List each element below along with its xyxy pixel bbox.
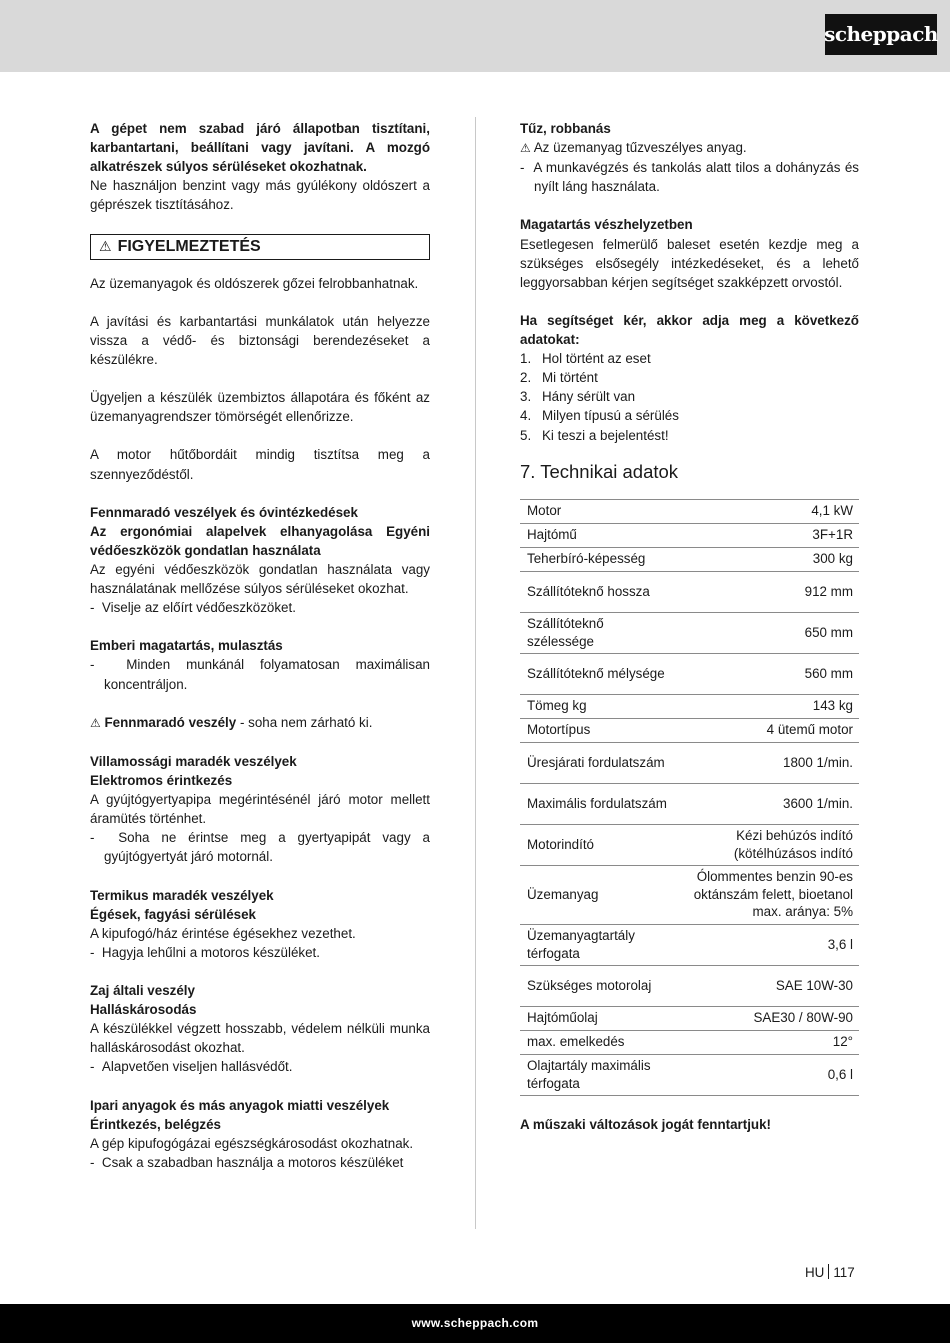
brand-logo bbox=[825, 14, 937, 55]
industrial-heading: Ipari anyagok és más anyagok miatti veszélyek bbox=[90, 1097, 390, 1113]
table-row bbox=[520, 694, 859, 718]
page-number-value: 117 bbox=[833, 1265, 855, 1280]
spec-value: SAE 10W-30 bbox=[673, 965, 859, 1006]
footer-bar bbox=[0, 1304, 950, 1343]
table-row bbox=[520, 824, 859, 865]
thermal-text: A kipufogó/ház érintése égésekhez vezethet. bbox=[90, 925, 356, 941]
fire-warning: ⚠ Az üzemanyag tűzveszélyes anyag. bbox=[520, 140, 747, 156]
noise-list-item: - Alapvetően viseljen hallásvédőt. bbox=[90, 1059, 293, 1075]
table-row bbox=[520, 547, 859, 571]
noise-subheading: Halláskárosodás bbox=[90, 1002, 197, 1018]
spec-label: Motorindító bbox=[520, 824, 673, 865]
table-row bbox=[520, 783, 859, 824]
ergonomic-list-item: - Viselje az előírt védőeszközöket. bbox=[90, 600, 296, 616]
human-heading: Emberi magatartás, mulasztás bbox=[90, 638, 283, 654]
residual-heading: Fennmaradó veszélyek és óvintézkedések bbox=[90, 504, 358, 520]
spec-value: 3600 1/min. bbox=[673, 783, 859, 824]
spec-value: SAE30 / 80W-90 bbox=[673, 1006, 859, 1030]
spec-label: Szükséges motorolaj bbox=[520, 965, 673, 1006]
column-divider bbox=[475, 117, 476, 1229]
industrial-list-item: - Csak a szabadban használja a motoros készüléket bbox=[90, 1154, 404, 1170]
warning-triangle-icon: ⚠ bbox=[520, 141, 531, 156]
help-list bbox=[520, 349, 859, 444]
emergency-text: Esetlegesen felmerülő baleset esetén kezdje meg a szükséges elsősegély intézkedéseket, és a lehető leggyorsabban kérjen segítséget szakképzett orvostól. bbox=[520, 236, 859, 290]
help-list-item: 1. Hol történt az eset bbox=[520, 351, 651, 367]
spec-label: Hajtómű bbox=[520, 523, 673, 547]
spec-value: 1800 1/min. bbox=[673, 742, 859, 783]
spec-value: Kézi behúzós indító (kötélhúzásos indító bbox=[673, 824, 859, 865]
page-separator bbox=[828, 1264, 829, 1279]
right-column bbox=[520, 119, 859, 1134]
table-row bbox=[520, 742, 859, 783]
spec-label: Szállítóteknő mélysége bbox=[520, 653, 673, 694]
spec-label: Tömeg kg bbox=[520, 694, 673, 718]
industrial-subheading: Érintkezés, belégzés bbox=[90, 1116, 221, 1132]
spec-value: 143 kg bbox=[673, 694, 859, 718]
spec-label: Motortípus bbox=[520, 718, 673, 742]
spec-value: 300 kg bbox=[673, 547, 859, 571]
spec-label: Üzemanyag bbox=[520, 865, 673, 924]
spec-label: Olajtartály maximális térfogata bbox=[520, 1054, 673, 1095]
page-number bbox=[805, 1263, 855, 1282]
table-row bbox=[520, 571, 859, 612]
spec-label: Szállítóteknő hossza bbox=[520, 571, 673, 612]
section-title: 7. Technikai adatok bbox=[520, 460, 679, 482]
emergency-heading: Magatartás vészhelyzetben bbox=[520, 217, 693, 233]
spec-value: 3,6 l bbox=[673, 924, 859, 965]
spec-value: 912 mm bbox=[673, 571, 859, 612]
cleaning-warning-bold: A gépet nem szabad járó állapotban tisztítani, karbantartani, beállítani vagy javítani. A mozgó alkatrészek súlyos sérüléseket okozhatnak. bbox=[90, 121, 430, 175]
warning-box bbox=[90, 234, 430, 260]
tech-data-table bbox=[520, 499, 859, 1096]
spec-value: 560 mm bbox=[673, 653, 859, 694]
help-list-item: 5. Ki teszi a bejelentést! bbox=[520, 427, 669, 443]
spec-label: max. emelkedés bbox=[520, 1030, 673, 1054]
table-row bbox=[520, 523, 859, 547]
spec-label: Szállítóteknő szélessége bbox=[520, 612, 673, 653]
reserve-note: A műszaki változások jogát fenntartjuk! bbox=[520, 1116, 772, 1132]
thermal-subheading: Égések, fagyási sérülések bbox=[90, 906, 257, 922]
spec-label: Üresjárati fordulatszám bbox=[520, 742, 673, 783]
table-row bbox=[520, 718, 859, 742]
header-bar bbox=[0, 0, 950, 72]
ergonomic-heading: Az ergonómiai alapelvek elhanyagolása Egyéni védőeszközök gondatlan használata bbox=[90, 523, 430, 558]
operational-paragraph: Ügyeljen a készülék üzembiztos állapotára és főként az üzemanyagrendszer tömörségét ellenőrizze. bbox=[90, 390, 430, 425]
help-list-item: 3. Hány sérült van bbox=[520, 389, 636, 405]
spec-label: Teherbíró-képesség bbox=[520, 547, 673, 571]
table-row bbox=[520, 1006, 859, 1030]
table-row bbox=[520, 653, 859, 694]
table-row bbox=[520, 924, 859, 965]
table-row bbox=[520, 612, 859, 653]
spec-label: Üzemanyagtartály térfogata bbox=[520, 924, 673, 965]
table-row bbox=[520, 1030, 859, 1054]
thermal-list-item: - Hagyja lehűlni a motoros készüléket. bbox=[90, 944, 320, 960]
help-heading: Ha segítséget kér, akkor adja meg a következő adatokat: bbox=[520, 312, 859, 348]
electric-heading: Villamossági maradék veszélyek bbox=[90, 753, 297, 769]
residual-risk-line: ⚠ Fennmaradó veszély - soha nem zárható ki. bbox=[90, 714, 373, 730]
spec-value: 12° bbox=[673, 1030, 859, 1054]
warning-triangle-icon: ⚠ bbox=[90, 715, 101, 730]
warning-triangle-icon: ⚠ bbox=[99, 238, 112, 255]
table-row bbox=[520, 865, 859, 924]
help-list-item: 4. Milyen típusú a sérülés bbox=[520, 408, 679, 424]
noise-heading: Zaj általi veszély bbox=[90, 983, 195, 999]
table-row bbox=[520, 965, 859, 1006]
spec-label: Maximális fordulatszám bbox=[520, 783, 673, 824]
noise-text: A készülékkel végzett hosszabb, védelem nélküli munka halláskárosodást okozhat. bbox=[90, 1021, 430, 1056]
electric-list-item: - Soha ne érintse meg a gyertyapipát vagy a gyújtógyertyát járó motornál. bbox=[90, 830, 430, 865]
fire-heading: Tűz, robbanás bbox=[520, 121, 611, 136]
spec-value: 3F+1R bbox=[673, 523, 859, 547]
cleaning-solvent-note: Ne használjon benzint vagy más gyúlékony oldószert a gépr​észek tisztításához. bbox=[90, 178, 430, 213]
reinstall-paragraph: A javítási és karbantartási munkálatok után helyezze vissza a védő- és biztonsági berendezéseket a készülékre. bbox=[90, 313, 430, 367]
human-list-item: - Minden munkánál folyamatosan maximálisan koncentráljon. bbox=[90, 657, 430, 692]
ergonomic-text: Az egyéni védőeszközök gondatlan használata vagy használatának mellőzése súlyos sérüléseket okozhat. bbox=[90, 561, 430, 597]
brand-logo-text: scheppach bbox=[824, 21, 938, 46]
spec-label: Hajtóműolaj bbox=[520, 1006, 673, 1030]
table-row bbox=[520, 499, 859, 523]
spec-value: 4 ütemű motor bbox=[673, 718, 859, 742]
cooling-paragraph: A motor hűtőbordáit mindig tisztítsa meg a szennyeződéstől. bbox=[90, 447, 430, 482]
spec-value: 650 mm bbox=[673, 612, 859, 653]
thermal-heading: Termikus maradék veszélyek bbox=[90, 887, 274, 903]
fire-list-item: - A munkavégzés és tankolás alatt tilos a dohányzás és nyílt láng használata. bbox=[520, 160, 859, 195]
language-code: HU bbox=[805, 1265, 825, 1280]
spec-value: 0,6 l bbox=[673, 1054, 859, 1095]
industrial-text: A gép kipufogógázai egészségkárosodást okozhatnak. bbox=[90, 1135, 414, 1151]
spec-value: Ólommentes benzin 90-es oktánszám felett, bioetanol max. aránya: 5% bbox=[673, 865, 859, 924]
electric-subheading: Elektromos érintkezés bbox=[90, 773, 233, 788]
warning-title: FIGYELMEZTETÉS bbox=[117, 238, 261, 256]
help-list-item: 2. Mi történt bbox=[520, 370, 598, 386]
left-column bbox=[90, 119, 430, 1172]
table-row bbox=[520, 1054, 859, 1095]
spec-value: 4,1 kW bbox=[673, 499, 859, 523]
electric-text: A gyújtógyertyapipa megérintésénél járó motor mellett áramütés történhet. bbox=[90, 792, 430, 827]
warning-text: Az üzemanyagok és oldószerek gőzei felrobbanhatnak. bbox=[90, 275, 419, 291]
spec-label: Motor bbox=[520, 499, 673, 523]
website-link[interactable]: www.scheppach.com bbox=[411, 1315, 539, 1330]
